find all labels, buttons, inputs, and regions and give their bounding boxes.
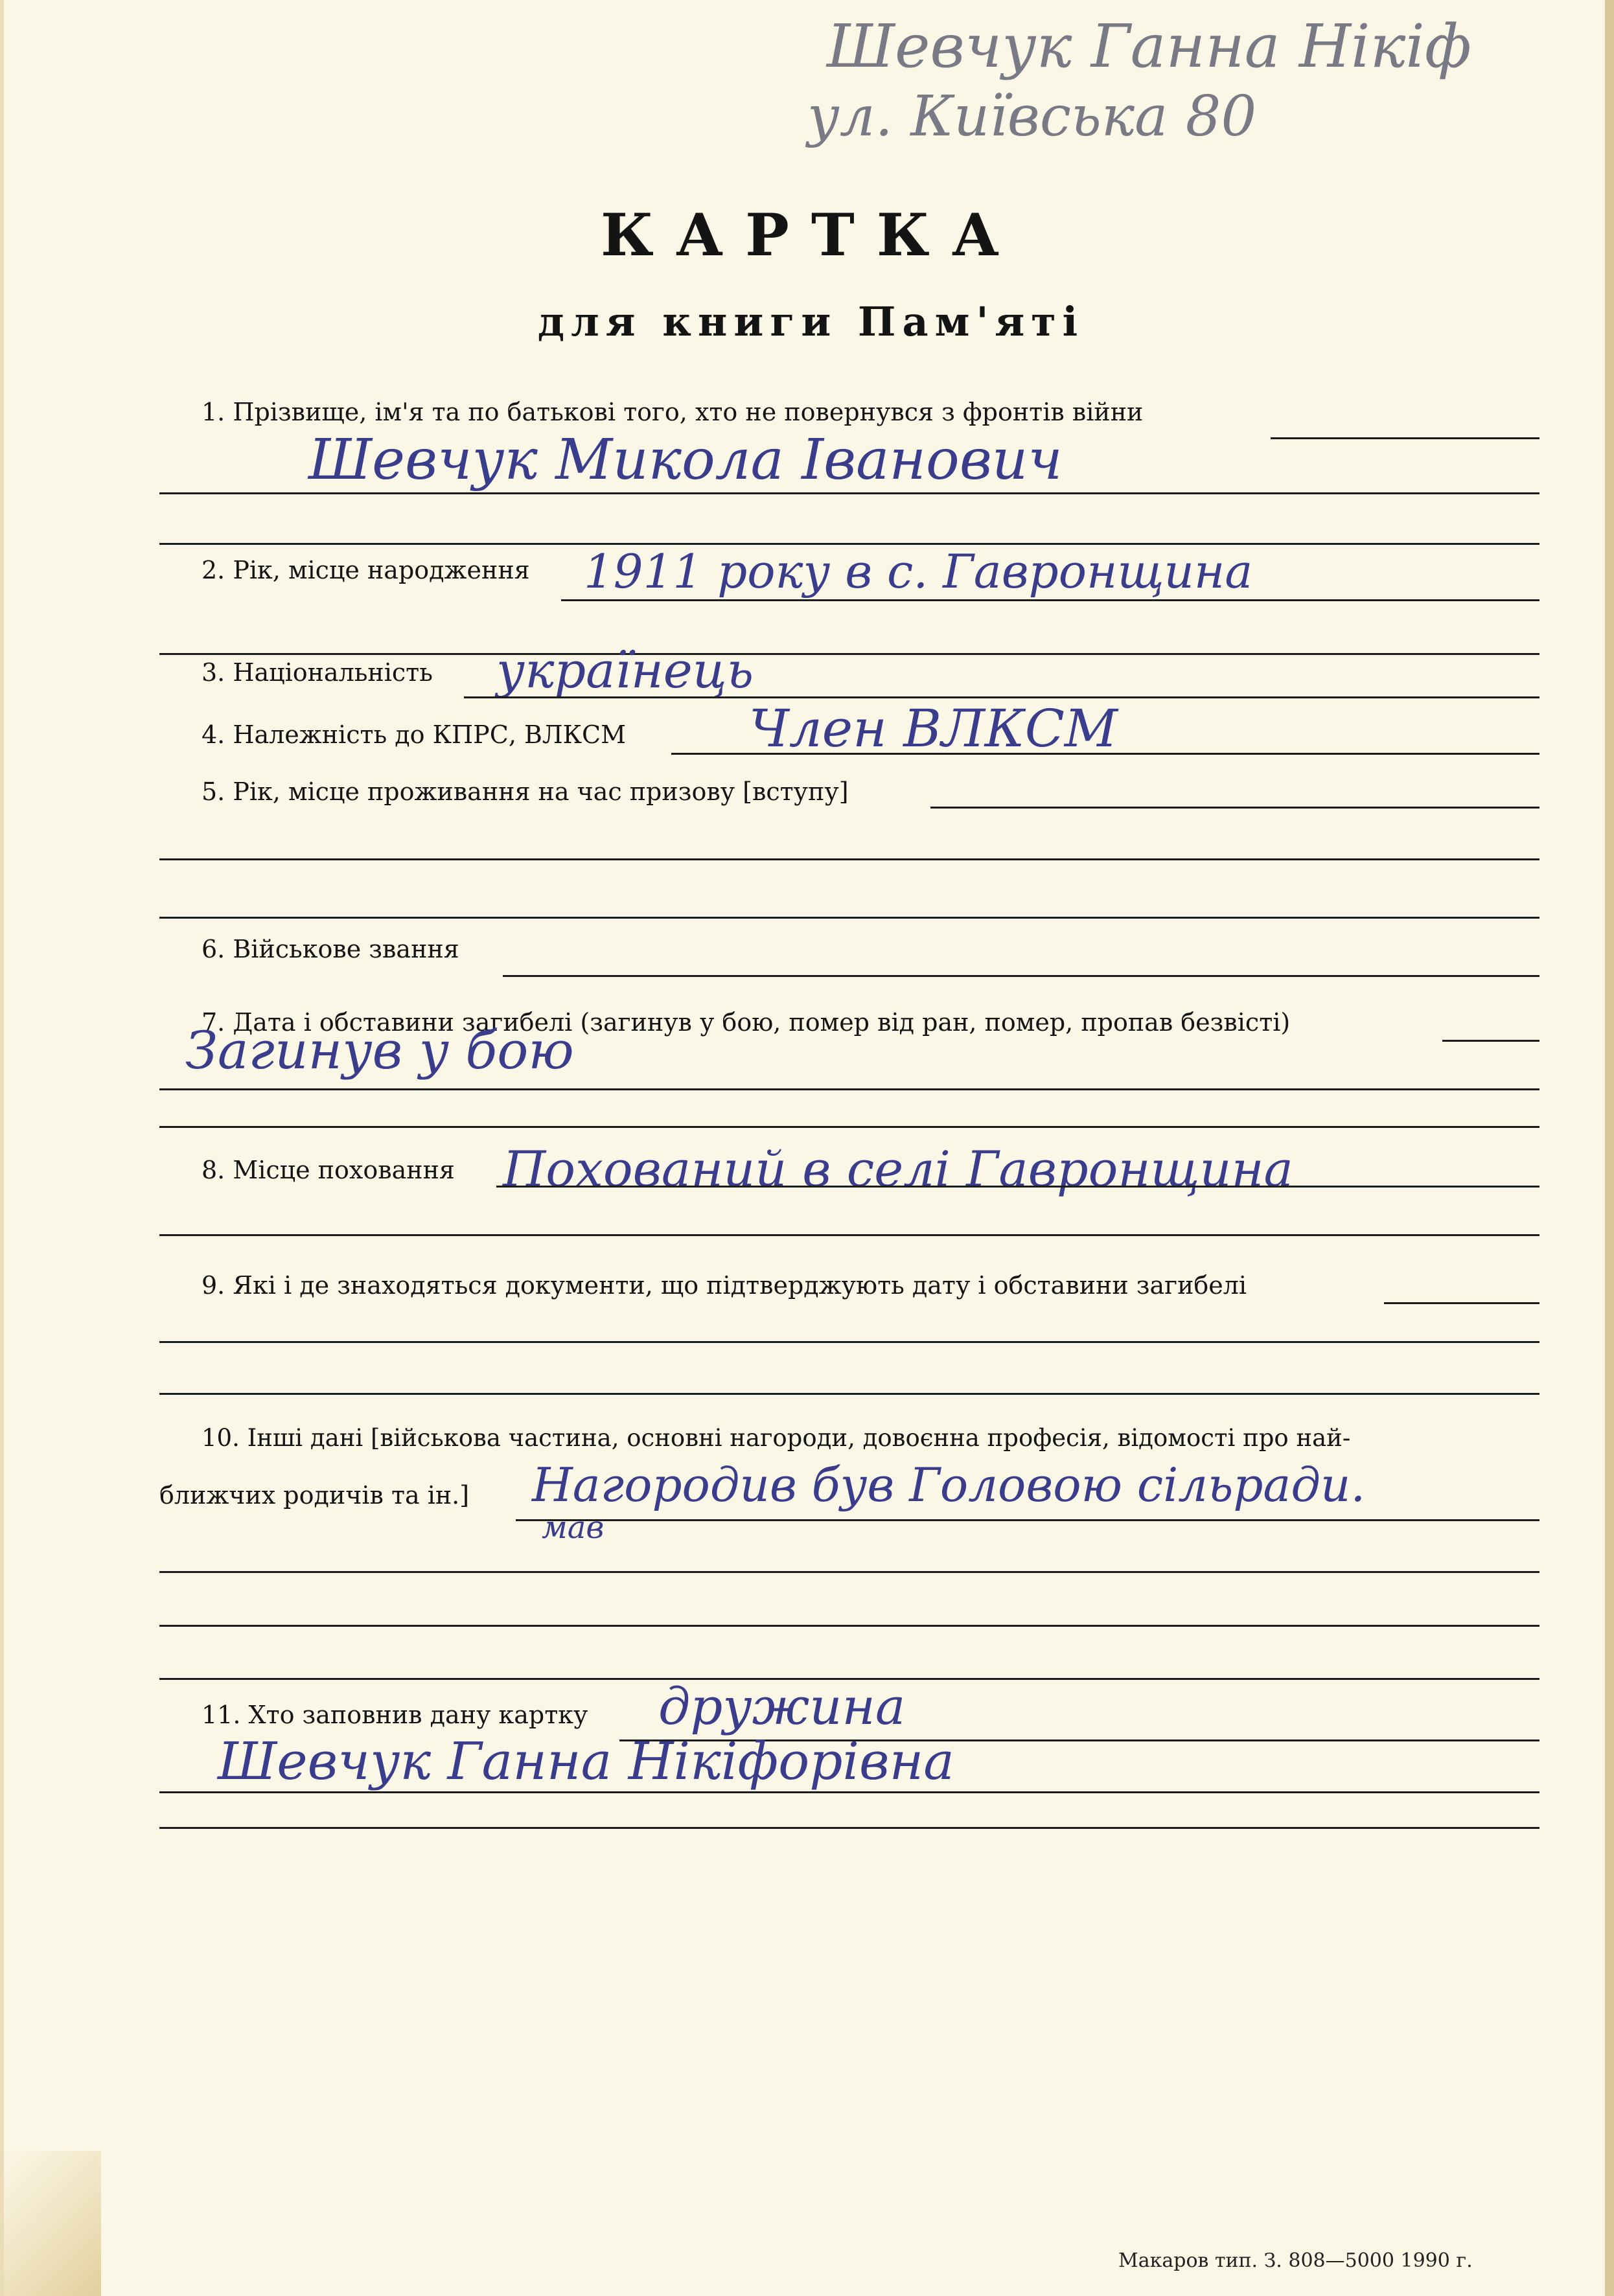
field-6-label: 6. Військове звання [202,935,459,963]
field-2-value: 1911 року в с. Гавронщина [584,544,1253,599]
field-9-line-b [159,1341,1539,1343]
field-10-label-line2: ближчих родичів та ін.] [159,1481,470,1510]
field-10-line-c [159,1625,1539,1627]
field-3-value: українець [496,641,754,699]
torn-corner [4,2151,101,2296]
field-1-line-b [159,492,1539,494]
field-4-line [671,753,1539,755]
field-10-value: Нагородив був Головою сільради. [532,1458,1366,1512]
field-7-line-b [159,1088,1539,1090]
field-10-line-a [516,1519,1539,1521]
field-2-line-b [159,653,1539,655]
field-11-value: дружина [658,1678,906,1736]
field-7-label: 7. Дата і обставини загибелі (загинув у бою, помер від ран, помер, пропав безвісті) [202,1008,1291,1037]
field-1-line-a [1271,437,1539,439]
field-11-value-line2: Шевчук Ганна Нікіфорівна [218,1731,954,1791]
field-9-label: 9. Які і де знаходяться документи, що підтверджують дату і обставини загибелі [202,1271,1247,1300]
field-5-line-b [159,858,1539,860]
header-pencil-name: Шевчук Ганна Нікіф [827,12,1471,81]
field-7-line-c [159,1126,1539,1128]
field-6-line [503,975,1539,977]
field-2-line-a [561,599,1539,601]
card-title: КАРТКА [601,201,1021,270]
field-8-line-b [159,1234,1539,1236]
field-5-line-c [159,917,1539,919]
header-pencil-address: ул. Київська 80 [807,84,1257,149]
field-1-label: 1. Прізвище, ім'я та по батькові того, хто не повернувся з фронтів війни [202,398,1144,426]
field-3-label: 3. Національність [202,658,433,687]
field-5-line-a [930,807,1539,809]
field-4-label: 4. Належність до КПРС, ВЛКСМ [202,720,626,749]
field-11-line-c [159,1827,1539,1829]
field-2-label: 2. Рік, місце народження [202,556,530,584]
field-1-value: Шевчук Микола Іванович [308,428,1063,492]
field-9-line-c [159,1393,1539,1395]
field-10-label-line1: 10. Інші дані [військова частина, основні нагороди, довоєнна професія, відомості про най- [202,1424,1351,1452]
field-10-line-b [159,1571,1539,1573]
field-10-value-extra: мав [542,1510,605,1546]
field-9-line-a [1384,1302,1539,1304]
field-8-label: 8. Місце поховання [202,1156,455,1184]
field-4-value: Член ВЛКСМ [749,698,1118,759]
card-subtitle: для книги Пам'яті [537,298,1085,345]
field-7-line-a [1442,1040,1539,1042]
field-5-label: 5. Рік, місце проживання на час призову [вступу] [202,777,849,806]
field-8-line-a [496,1186,1539,1188]
printer-imprint: Макаров тип. З. 808—5000 1990 г. [1118,2249,1473,2272]
field-7-value: Загинув у бою [185,1020,574,1081]
field-8-value: Похований в селі Гавронщина [503,1140,1293,1198]
field-11-label: 11. Хто заповнив дану картку [202,1701,588,1729]
field-11-line-b [159,1791,1539,1793]
